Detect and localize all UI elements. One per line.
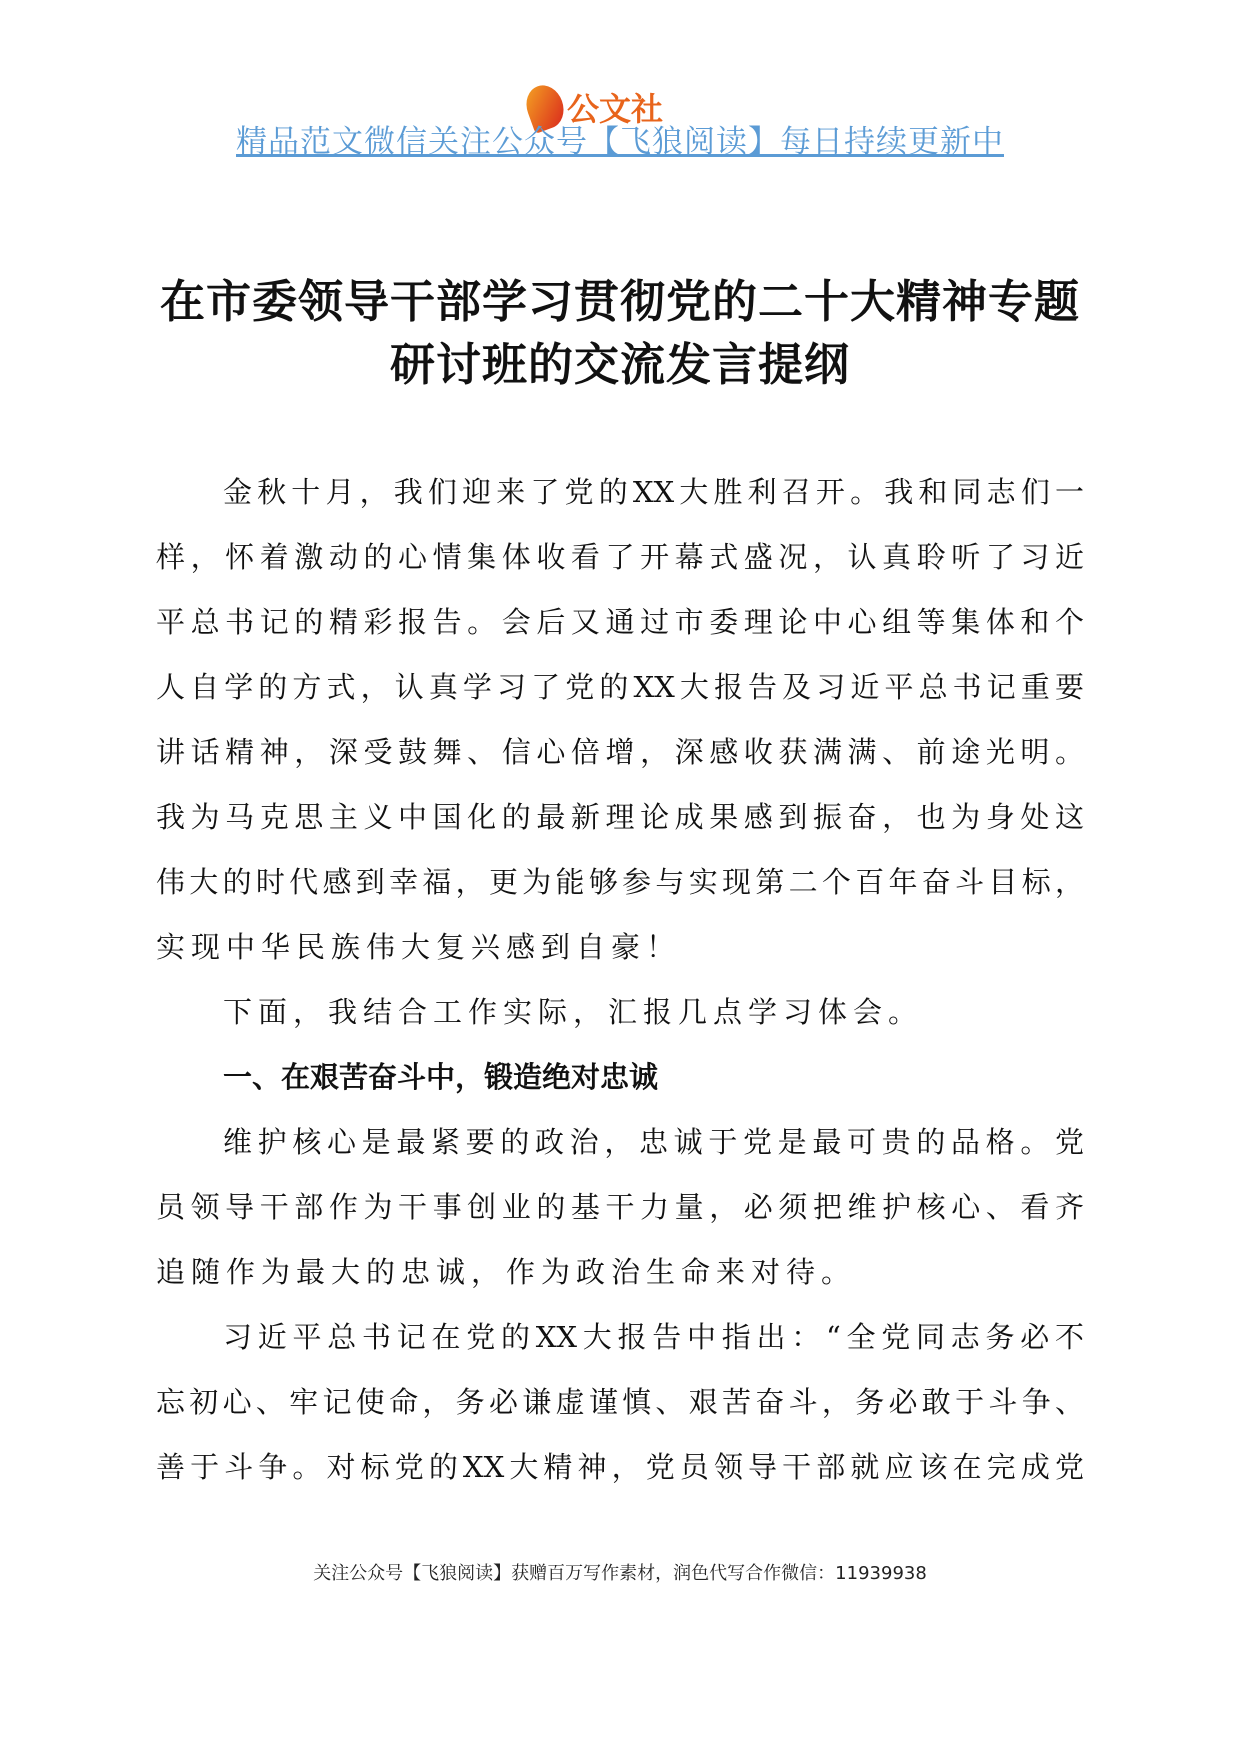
doc-title-line-2: 研讨班的交流发言提纲: [389, 338, 850, 391]
text-line: 习近平总书记在党的XX大报告中指出：“全党同志务必不: [223, 1320, 1084, 1354]
text-line: 善于斗争。对标党的XX大精神，党员领导干部就应该在完成党: [156, 1450, 1084, 1484]
text-line: 金秋十月，我们迎来了党的XX大胜利召开。我和同志们一: [223, 475, 1084, 509]
text-line: 样，怀着激动的心情集体收看了开幕式盛况，认真聆听了习近: [156, 540, 1084, 574]
text-line: 追随作为最大的忠诚，作为政治生命来对待。: [156, 1255, 857, 1289]
text-line: 维护核心是最紧要的政治，忠诚于党是最可贵的品格。党: [223, 1125, 1084, 1159]
text-line: 下面，我结合工作实际，汇报几点学习体会。: [223, 995, 924, 1029]
banner-link[interactable]: 精品范文微信关注公众号【飞狼阅读】每日持续更新中: [236, 124, 1004, 160]
text-line: 平总书记的精彩报告。会后又通过市委理论中心组等集体和个: [156, 605, 1084, 639]
logo-text: 公文社: [567, 90, 664, 128]
text-line: 讲话精神，深受鼓舞、信心倍增，深感收获满满、前途光明。: [156, 735, 1084, 769]
text-line: 员领导干部作为干事创业的基干力量，必须把维护核心、看齐: [156, 1190, 1084, 1224]
doc-title-line-1: 在市委领导干部学习贯彻党的二十大精神专题: [159, 275, 1080, 328]
section-heading: 一、在艰苦奋斗中，锻造绝对忠诚: [223, 1060, 659, 1094]
text-line: 实现中华民族伟大复兴感到自豪！: [156, 930, 682, 964]
text-line: 伟大的时代感到幸福，更为能够参与实现第二个百年奋斗目标，: [156, 865, 1084, 899]
text-line: 人自学的方式，认真学习了党的XX大报告及习近平总书记重要: [156, 670, 1084, 704]
footer-note: 关注公众号【飞狼阅读】获赠百万写作素材，润色代写合作微信：11939938: [313, 1563, 927, 1584]
text-line: 忘初心、牢记使命，务必谦虚谨慎、艰苦奋斗，务必敢于斗争、: [156, 1385, 1084, 1419]
text-line: 我为马克思主义中国化的最新理论成果感到振奋，也为身处这: [156, 800, 1084, 834]
